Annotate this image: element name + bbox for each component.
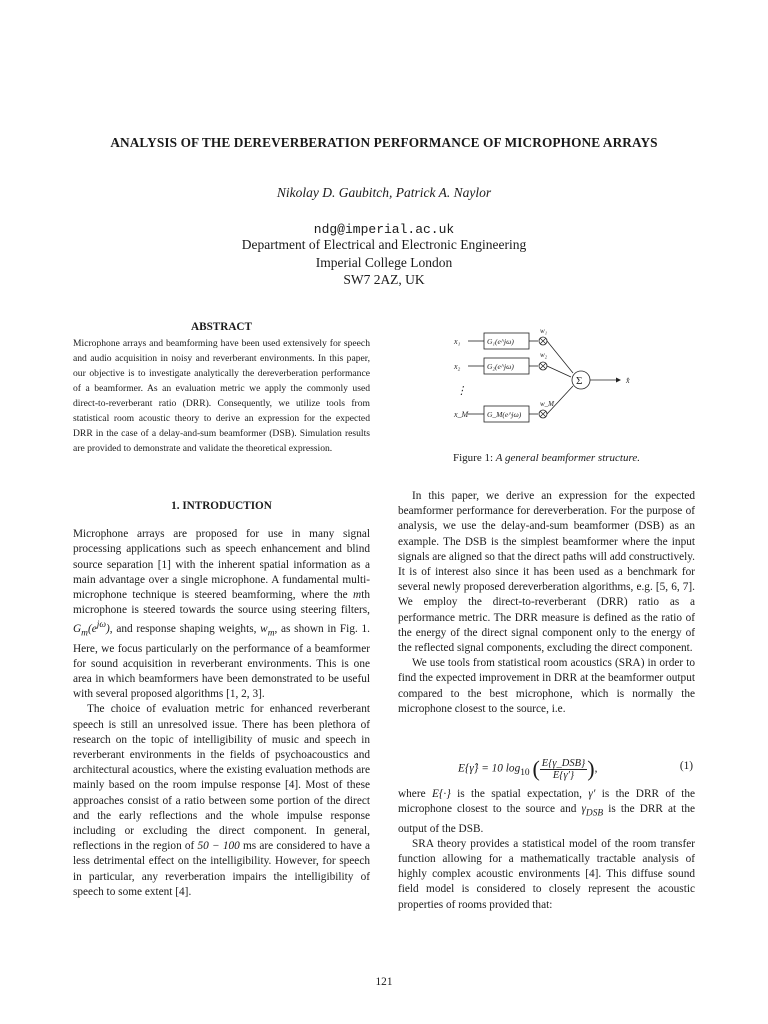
weight-w2: w₂: [540, 351, 548, 359]
paper-authors: Nikolay D. Gaubitch, Patrick A. Naylor: [276, 185, 492, 200]
paper-title: ANALYSIS OF THE DEREVERBERATION PERFORMANCE OF MICROPHONE ARRAYS: [110, 135, 658, 150]
equation-denominator: E{γ′}: [552, 769, 575, 781]
filter-label-1: G₁(e^jω): [487, 337, 514, 346]
output-x-hat: x̂: [626, 376, 630, 385]
ellipsis: ⋮: [456, 385, 467, 397]
author-email: ndg@imperial.ac.uk: [313, 222, 455, 237]
sum-symbol: Σ: [576, 375, 583, 387]
input-x1: x₁: [454, 337, 461, 346]
right-paragraph-4: SRA theory provides a statistical model of the room transfer function allowing for a mathematically tractable analysis of highly complex acoustic environments [4]. This diffuse sound field model is considered to closely represent the acoustic properties of rooms provided that:: [398, 837, 695, 911]
introduction-heading: 1. INTRODUCTION: [171, 500, 272, 512]
right-paragraph-2: We use tools from statistical room acoustics (SRA) in order to find the expected improvement in DRR at the beamformer output compared to the best microphone, which is normally the microphone closest to the source, i.e.: [398, 657, 695, 715]
equation-log-base: 10: [520, 767, 530, 778]
abstract-section: [73, 320, 370, 456]
intro-paragraph-1: Microphone arrays are proposed for use in many signal processing applications such as speech enhancement and blind source separation [1] with the inherent spatial information as a main advantage over a single microphone. A fundamental multi-microphone technique is steered beamforming, where the mth microphone is steered towards the source using steering filters, $G_m(e^{j\omega})$, and response shaping weights, $w_m$, as shown in Fig. 1. Here, we focus particularly on the performance of a beamformer for sound acquisition in reverberant environments. This is one area in which beamformers have been demonstrated to be useful with several proposed algorithms [1, 2, 3].: [73, 528, 370, 701]
figure-caption: Figure 1: A general beamformer structure.: [453, 452, 640, 464]
weight-w1: w₁: [540, 327, 548, 335]
equation-number: (1): [679, 760, 693, 772]
affiliation-department: Department of Electrical and Electronic Engineering: [241, 237, 527, 252]
affiliation-institution: Imperial College London: [315, 255, 453, 270]
affiliation-postcode: SW7 2AZ, UK: [343, 272, 425, 287]
weight-wM: w_M: [540, 400, 554, 408]
input-x2: x₂: [454, 362, 461, 371]
right-paragraph-1: In this paper, we derive an expression for the expected beamformer performance for dereverberation. For the purpose of analysis, we use the delay-and-sum beamformer (DSB) as an example. The DSB is the simplest beamformer where the input signals are aligned so that the direct paths will add constructively. It is of interest also since it has been used as a benchmark for several newly proposed dereverberation algorithms, e.g. [5, 6, 7]. We employ the direct-to-reverberant (DRR) ratio as a performance metric. The DRR measure is defined as the ratio of the energy of the direct signal component only to the energy of the reflected signal components, excluding the direct component.: [398, 490, 695, 655]
filter-label-M: G_M(e^jω): [487, 410, 522, 419]
abstract-heading: ABSTRACT: [191, 321, 252, 333]
right-paragraph-3: where E{·} is the spatial expectation, γ′ is the DRR of the microphone closest to the source and $\gamma_{DSB}$ is the DRR at the output of the DSB.: [398, 788, 695, 835]
beamformer-diagram: [450, 322, 660, 427]
equation-numerator: E{γ_DSB}: [541, 757, 586, 769]
input-xM: x_M: [454, 410, 469, 419]
right-column-top: [398, 489, 695, 717]
introduction-section: [73, 499, 370, 900]
filter-label-2: G₂(e^jω): [487, 362, 514, 371]
page-number: 121: [375, 976, 393, 988]
abstract-text: Microphone arrays and beamforming have been used extensively for speech and audio acquisition in noisy and reverberant environments. In this paper, our objective is to investigate analytically the dereverberation performance of a beamformer. As an evaluation metric we apply the commonly used direct-to-reverberant ratio (DRR). Consequently, we utilize tools from statistical room acoustic theory to derive an expression for the expected DRR in the case of a delay-and-sum beamformer (DSB). Simulation results are provided to demonstrate and validate the theoretical expression.: [73, 338, 370, 455]
intro-paragraph-2: The choice of evaluation metric for enhanced reverberant speech is still an unresolved issue. There has been plethora of research on the topic of intelligibility of music and speech in reverberant environments in the fields of psychoacoustics and architectural acoustics, where the existing evaluation methods are mainly based on the room impulse response [4]. Most of these approaches consist of a ratio between some portion of the direct and the early reflections and the whole impulse response including or excluding the direct component. In general, reflections in the region of 50 − 100 ms are considered to have a less detrimental effect on the intelligibility. However, for speech in particular, any reverberation impairs the intelligibility of speech to some extent [4].: [73, 703, 371, 898]
equation-lhs: E{γ̂} = 10 log: [458, 762, 521, 775]
equation-1: E{γ̂} = 10 $\log_{10}$ ( $\frac{\text{E\{γ\_DSB\}}}{E\{\gamma'\}}$ ), (1): [458, 756, 693, 781]
right-column-bottom: [398, 787, 695, 913]
